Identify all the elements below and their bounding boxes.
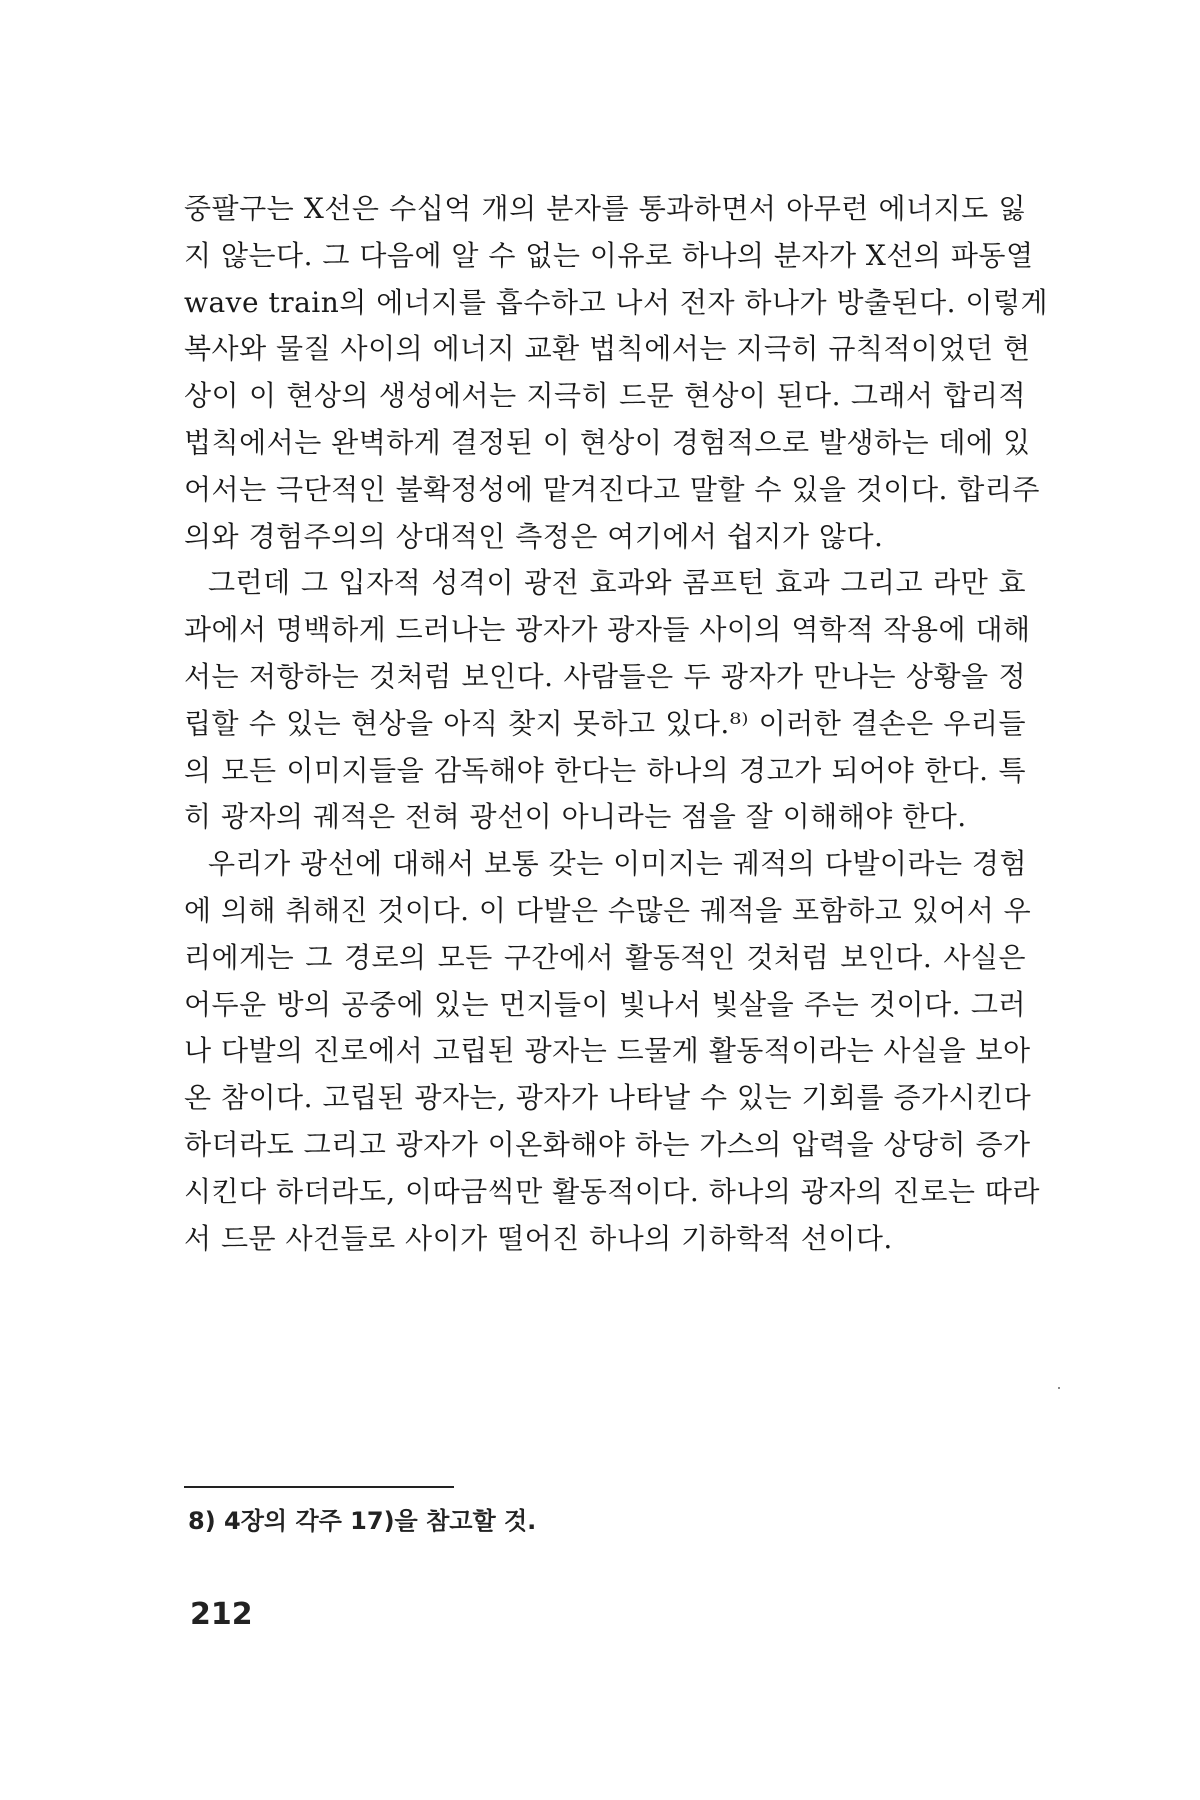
text-line-14: 히 광자의 궤적은 전혀 광선이 아니라는 점을 잘 이해해야 한다. bbox=[184, 800, 967, 834]
text-line-8: 의와 경험주의의 상대적인 측정은 여기에서 쉽지가 않다. bbox=[184, 519, 884, 553]
text-line-1: 중팔구는 X선은 수십억 개의 분자를 통과하면서 아무런 에너지도 잃 bbox=[184, 192, 1026, 225]
footnote: 8) 4장의 각주 17)을 참고할 것. bbox=[188, 1507, 537, 1535]
text-line-6: 법칙에서는 완벽하게 결정된 이 현상이 경험적으로 발생하는 데에 있 bbox=[184, 425, 1031, 459]
text-line-16: 에 의해 취해진 것이다. 이 다발은 수많은 궤적을 포함하고 있어서 우 bbox=[184, 893, 1032, 927]
text-line-11: 서는 저항하는 것처럼 보인다. 사람들은 두 광자가 만나는 상황을 정 bbox=[184, 659, 1026, 693]
text-line-21: 하더라도 그리고 광자가 이온화해야 하는 가스의 압력을 상당히 증가 bbox=[184, 1127, 1031, 1161]
text-line-2: 지 않는다. 그 다음에 알 수 없는 이유로 하나의 분자가 X선의 파동열 bbox=[184, 238, 1034, 272]
body-text bbox=[184, 186, 1049, 1262]
text-line-18: 어두운 방의 공중에 있는 먼지들이 빛나서 빛살을 주는 것이다. 그러 bbox=[184, 987, 1026, 1021]
text-line-5: 상이 이 현상의 생성에서는 지극히 드문 현상이 된다. 그래서 합리적 bbox=[184, 379, 1026, 413]
text-line-17: 리에게는 그 경로의 모든 구간에서 활동적인 것처럼 보인다. 사실은 bbox=[184, 940, 1026, 974]
text-line-15: 우리가 광선에 대해서 보통 갖는 이미지는 궤적의 다발이라는 경험 bbox=[208, 847, 1028, 881]
text-line-20: 온 참이다. 고립된 광자는, 광자가 나타날 수 있는 기회를 증가시킨다 bbox=[184, 1081, 1032, 1115]
text-line-4: 복사와 물질 사이의 에너지 교환 법칙에서는 지극히 규칙적이었던 현 bbox=[184, 332, 1031, 366]
footnote-divider bbox=[184, 1486, 454, 1488]
text-line-10: 과에서 명백하게 드러나는 광자가 광자들 사이의 역학적 작용에 대해 bbox=[184, 613, 1031, 647]
text-line-19: 나 다발의 진로에서 고립된 광자는 드물게 활동적이라는 사실을 보아 bbox=[184, 1034, 1031, 1068]
text-line-7: 어서는 극단적인 불확정성에 맡겨진다고 말할 수 있을 것이다. 합리주 bbox=[184, 472, 1040, 506]
page-number: 212 bbox=[190, 1597, 253, 1632]
text-line-23: 서 드문 사건들로 사이가 떨어진 하나의 기하학적 선이다. bbox=[184, 1221, 893, 1255]
text-line-22: 시킨다 하더라도, 이따금씩만 활동적이다. 하나의 광자의 진로는 따라 bbox=[184, 1174, 1040, 1208]
text-line-9: 그런데 그 입자적 성격이 광전 효과와 콤프턴 효과 그리고 라만 효 bbox=[208, 566, 1026, 600]
text-line-3: wave train의 에너지를 흡수하고 나서 전자 하나가 방출된다. 이렇게 bbox=[184, 285, 1049, 319]
text-line-12: 립할 수 있는 현상을 아직 찾지 못하고 있다.⁸⁾ 이러한 결손은 우리들 bbox=[184, 706, 1026, 740]
text-line-13: 의 모든 이미지들을 감독해야 한다는 하나의 경고가 되어야 한다. 특 bbox=[184, 753, 1026, 787]
print-speck bbox=[1058, 1387, 1060, 1389]
